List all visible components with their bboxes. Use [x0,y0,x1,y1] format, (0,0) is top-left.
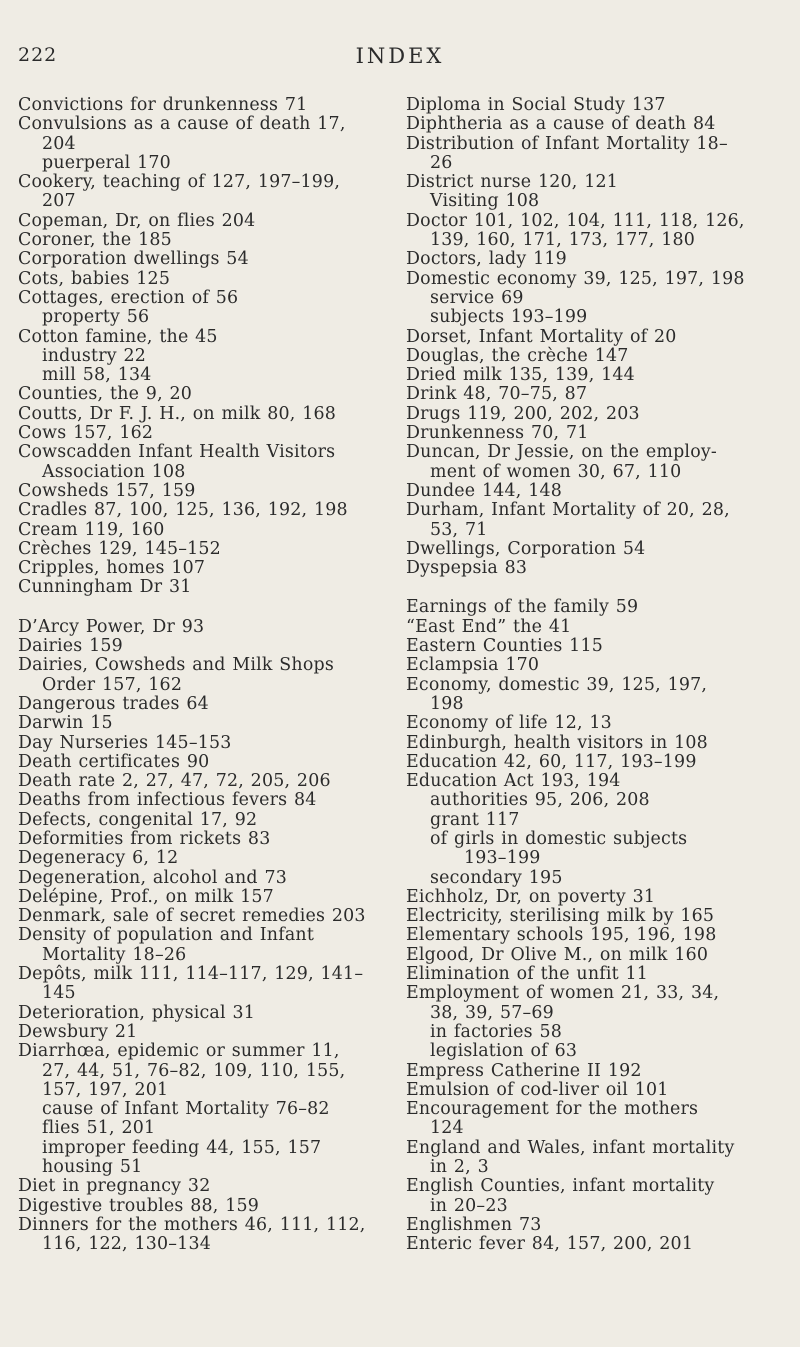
index-entry: Dairies 159 [18,636,123,657]
index-entry-continuation: 207 [42,191,76,212]
index-entry: Englishmen 73 [406,1214,542,1235]
index-subentry: flies 51, 201 [42,1118,156,1139]
index-entry-continuation: 124 [430,1118,464,1139]
index-entry: Eclampsia 170 [406,655,540,676]
index-entry-continuation: 198 [430,693,464,714]
index-entry: Duncan, Dr Jessie, on the employ- [406,442,717,463]
index-entry-continuation: 193–199 [464,848,541,869]
index-entry-continuation: in 2, 3 [430,1157,489,1178]
index-entry: Corporation dwellings 54 [18,249,249,270]
index-entry: Dewsbury 21 [18,1021,138,1042]
index-subentry: authorities 95, 206, 208 [430,790,650,811]
index-entry-continuation: Association 108 [42,461,186,482]
index-entry: Drink 48, 70–75, 87 [406,384,588,405]
index-entry: Dwellings, Corporation 54 [406,538,646,559]
index-entry: Durham, Infant Mortality of 20, 28, [406,500,730,521]
index-entry: Coroner, the 185 [18,230,172,251]
index-entry: Denmark, sale of secret remedies 203 [18,906,366,927]
index-entry: Cotton famine, the 45 [18,326,218,347]
index-entry-continuation: ment of women 30, 67, 110 [430,461,682,482]
index-entry: Dyspepsia 83 [406,558,528,579]
index-subentry: housing 51 [42,1157,143,1178]
index-entry: Enteric fever 84, 157, 200, 201 [406,1234,694,1255]
index-entry: English Counties, infant mortality [406,1176,715,1197]
index-entry: Diploma in Social Study 137 [406,95,666,115]
index-entry: Dangerous trades 64 [18,693,209,714]
index-entry: Encouragement for the mothers [406,1099,699,1120]
index-entry: Death certificates 90 [18,751,210,772]
section-gap [406,578,786,598]
index-entry: Cots, babies 125 [18,268,171,289]
index-entry: Drugs 119, 200, 202, 203 [406,403,640,424]
index-entry: Doctor 101, 102, 104, 111, 118, 126, [406,210,745,231]
index-entry-continuation: 53, 71 [430,519,488,540]
index-entry: Emulsion of cod-liver oil 101 [406,1079,669,1100]
index-subentry: subjects 193–199 [430,307,588,328]
index-entry-continuation: 27, 44, 51, 76–82, 109, 110, 155, [42,1060,346,1081]
index-entry: Degeneration, alcohol and 73 [18,867,287,888]
index-entry: Diphtheria as a cause of death 84 [406,114,716,135]
index-entry: Darwin 15 [18,713,113,734]
index-entry: Deterioration, physical 31 [18,1002,255,1023]
index-entry-continuation: 145 [42,983,76,1004]
index-entry: Convulsions as a cause of death 17, [18,114,346,135]
index-entry: Dundee 144, 148 [406,480,563,501]
index-subentry: improper feeding 44, 155, 157 [42,1137,322,1158]
index-entry: Education 42, 60, 117, 193–199 [406,751,697,772]
index-entry: Elementary schools 195, 196, 198 [406,925,717,946]
index-entry: Cradles 87, 100, 125, 136, 192, 198 [18,500,348,521]
index-entry: Copeman, Dr, on flies 204 [18,210,256,231]
index-entry: District nurse 120, 121 [406,172,619,193]
index-entry: Employment of women 21, 33, 34, [406,983,720,1004]
index-entry-continuation: 116, 122, 130–134 [42,1234,211,1255]
index-subentry: Visiting 108 [430,191,540,212]
index-entry: Education Act 193, 194 [406,771,621,792]
index-entry: Cunningham Dr 31 [18,577,192,598]
index-entry: Counties, the 9, 20 [18,384,193,405]
index-subentry: property 56 [42,307,150,328]
index-subentry: grant 117 [430,809,520,830]
index-column-left [18,96,396,1255]
index-entry-continuation: in 20–23 [430,1195,508,1216]
index-subentry: of girls in domestic subjects [430,828,688,849]
index-entry: Electricity, sterilising milk by 165 [406,906,715,927]
index-entry: Economy of life 12, 13 [406,713,612,734]
index-entry: Dorset, Infant Mortality of 20 [406,326,677,347]
index-entry: Defects, congenital 17, 92 [18,809,258,830]
index-column-right [406,96,786,1255]
index-entry: Digestive troubles 88, 159 [18,1195,260,1216]
index-entry: Eichholz, Dr, on poverty 31 [406,886,656,907]
index-entry: Depôts, milk 111, 114–117, 129, 141– [18,964,364,985]
index-entry: Elgood, Dr Olive M., on milk 160 [406,944,709,965]
index-entry-continuation: 139, 160, 171, 173, 177, 180 [430,230,696,251]
index-entry: Day Nurseries 145–153 [18,732,232,753]
index-entry: Dried milk 135, 139, 144 [406,365,635,386]
page-number: 222 [18,44,58,66]
index-entry: Dairies, Cowsheds and Milk Shops [18,655,334,676]
index-entry: Deaths from infectious fevers 84 [18,790,317,811]
index-entry: Deformities from rickets 83 [18,828,271,849]
index-entry: Dinners for the mothers 46, 111, 112, [18,1214,366,1235]
index-entry: Douglas, the crèche 147 [406,345,629,366]
index-entry: Cowsheds 157, 159 [18,480,196,501]
index-entry: Death rate 2, 27, 47, 72, 205, 206 [18,771,331,792]
index-entry: Density of population and Infant [18,925,315,946]
index-entry: “East End” the 41 [406,616,572,637]
index-entry: Earnings of the family 59 [406,597,639,618]
index-entry-continuation: Mortality 18–26 [42,944,187,965]
index-entry-continuation: Order 157, 162 [42,674,183,695]
index-entry-continuation: 38, 39, 57–69 [430,1002,554,1023]
index-entry-continuation: 204 [42,133,76,154]
index-entry: D’Arcy Power, Dr 93 [18,616,205,637]
index-entry: Delépine, Prof., on milk 157 [18,886,274,907]
index-entry: Distribution of Infant Mortality 18– [406,133,728,154]
index-entry: Cripples, homes 107 [18,558,206,579]
index-entry: Eastern Counties 115 [406,636,603,657]
index-entry: Drunkenness 70, 71 [406,423,589,444]
index-subentry: in factories 58 [430,1021,563,1042]
section-gap [18,598,396,618]
index-entry: Diarrhœa, epidemic or summer 11, [18,1041,340,1062]
index-entry: Convictions for drunkenness 71 [18,95,308,115]
index-entry: Diet in pregnancy 32 [18,1176,211,1197]
index-entry: Cream 119, 160 [18,519,165,540]
index-entry: Coutts, Dr F. J. H., on milk 80, 168 [18,403,337,424]
index-entry: Empress Catherine II 192 [406,1060,642,1081]
index-subentry: mill 58, 134 [42,365,152,386]
index-entry: Cows 157, 162 [18,423,154,444]
index-entry: Elimination of the unfit 11 [406,964,649,985]
index-entry: Domestic economy 39, 125, 197, 198 [406,268,745,289]
index-entry: Cookery, teaching of 127, 197–199, [18,172,341,193]
running-head: INDEX [355,44,445,68]
index-entry: Doctors, lady 119 [406,249,567,270]
index-entry: Cowscadden Infant Health Visitors [18,442,336,463]
index-entry: England and Wales, infant mortality [406,1137,735,1158]
index-entry: Economy, domestic 39, 125, 197, [406,674,708,695]
index-entry: Crèches 129, 145–152 [18,538,221,559]
index-entry-continuation: 157, 197, 201 [42,1079,169,1100]
index-subentry: puerperal 170 [42,152,171,173]
index-subentry: cause of Infant Mortality 76–82 [42,1099,330,1120]
index-entry: Degeneracy 6, 12 [18,848,179,869]
index-entry-continuation: 26 [430,152,453,173]
index-subentry: secondary 195 [430,867,563,888]
index-subentry: legislation of 63 [430,1041,578,1062]
index-subentry: industry 22 [42,345,147,366]
index-subentry: service 69 [430,287,524,308]
index-entry: Edinburgh, health visitors in 108 [406,732,708,753]
index-entry: Cottages, erection of 56 [18,287,239,308]
